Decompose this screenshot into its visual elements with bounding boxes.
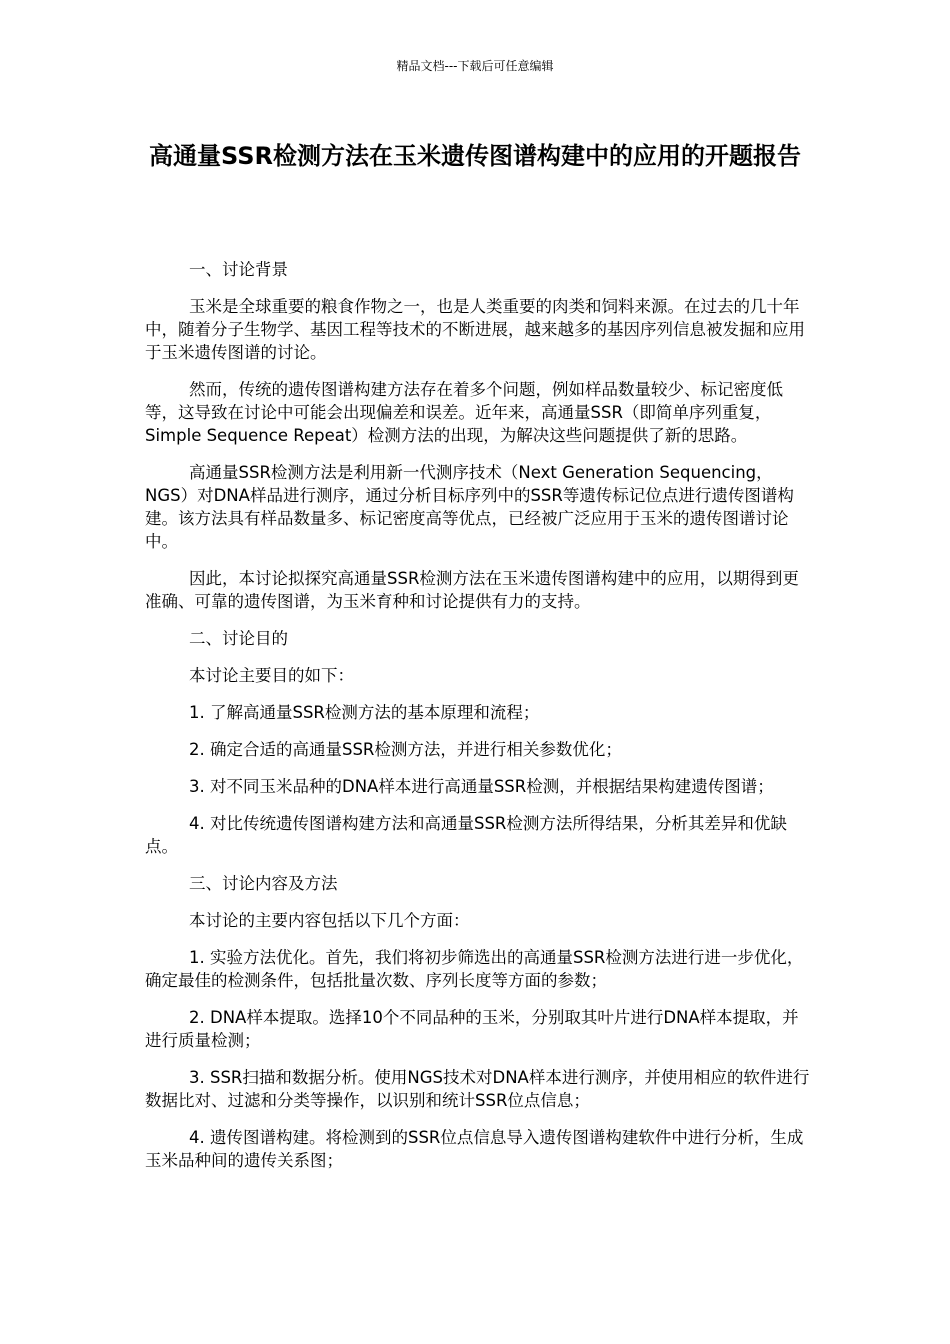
paragraph-background-2: 然而，传统的遗传图谱构建方法存在着多个问题，例如样品数量较少、标记密度低等，这导致在讨论中可能会出现偏差和误差。近年来，高通量SSR（即简单序列重复，Simple Sequence Repeat）检测方法的出现，为解决这些问题提供了新的思路。 [145, 380, 783, 445]
paragraph-purpose-intro: 本讨论主要目的如下： [189, 666, 354, 685]
purpose-item-2: 2. 确定合适的高通量SSR检测方法，并进行相关参数优化； [189, 740, 622, 759]
paragraph-content-intro: 本讨论的主要内容包括以下几个方面： [189, 911, 470, 930]
purpose-item-4: 4. 对比传统遗传图谱构建方法和高通量SSR检测方法所得结果，分析其差异和优缺点。 [145, 814, 787, 856]
paragraph-background-3: 高通量SSR检测方法是利用新一代测序技术（Next Generation Sequencing，NGS）对DNA样品进行测序，通过分析目标序列中的SSR等遗传标记位点进行遗传图谱构建。该方法具有样品数量多、标记密度高等优点，已经被广泛应用于玉米的遗传图谱讨论中。 [145, 463, 794, 551]
section-heading-content-method: 三、讨论内容及方法 [189, 874, 338, 893]
content-item-3: 3. SSR扫描和数据分析。使用NGS技术对DNA样本进行测序，并使用相应的软件进行数据比对、过滤和分类等操作，以识别和统计SSR位点信息； [145, 1068, 810, 1110]
content-item-1: 1. 实验方法优化。首先，我们将初步筛选出的高通量SSR检测方法进行进一步优化，确定最佳的检测条件，包括批量次数、序列长度等方面的参数； [145, 948, 804, 990]
section-heading-purpose: 二、讨论目的 [189, 629, 288, 648]
paragraph-background-4: 因此，本讨论拟探究高通量SSR检测方法在玉米遗传图谱构建中的应用，以期得到更准确、可靠的遗传图谱，为玉米育种和讨论提供有力的支持。 [145, 569, 799, 611]
purpose-item-1: 1. 了解高通量SSR检测方法的基本原理和流程； [189, 703, 540, 722]
paragraph-background-1: 玉米是全球重要的粮食作物之一，也是人类重要的肉类和饲料来源。在过去的几十年中，随着分子生物学、基因工程等技术的不断进展，越来越多的基因序列信息被发掘和应用于玉米遗传图谱的讨论。 [145, 297, 805, 362]
content-item-4: 4. 遗传图谱构建。将检测到的SSR位点信息导入遗传图谱构建软件中进行分析，生成玉米品种间的遗传关系图； [145, 1128, 804, 1170]
header-note: 精品文档---下载后可任意编辑 [396, 59, 554, 73]
content-item-2: 2. DNA样本提取。选择10个不同品种的玉米，分别取其叶片进行DNA样本提取，并进行质量检测； [145, 1008, 799, 1050]
document-body [145, 258, 815, 1186]
section-heading-background: 一、讨论背景 [189, 260, 288, 279]
purpose-item-3: 3. 对不同玉米品种的DNA样本进行高通量SSR检测，并根据结果构建遗传图谱； [189, 777, 774, 796]
document-title: 高通量SSR检测方法在玉米遗传图谱构建中的应用的开题报告 [149, 142, 801, 170]
